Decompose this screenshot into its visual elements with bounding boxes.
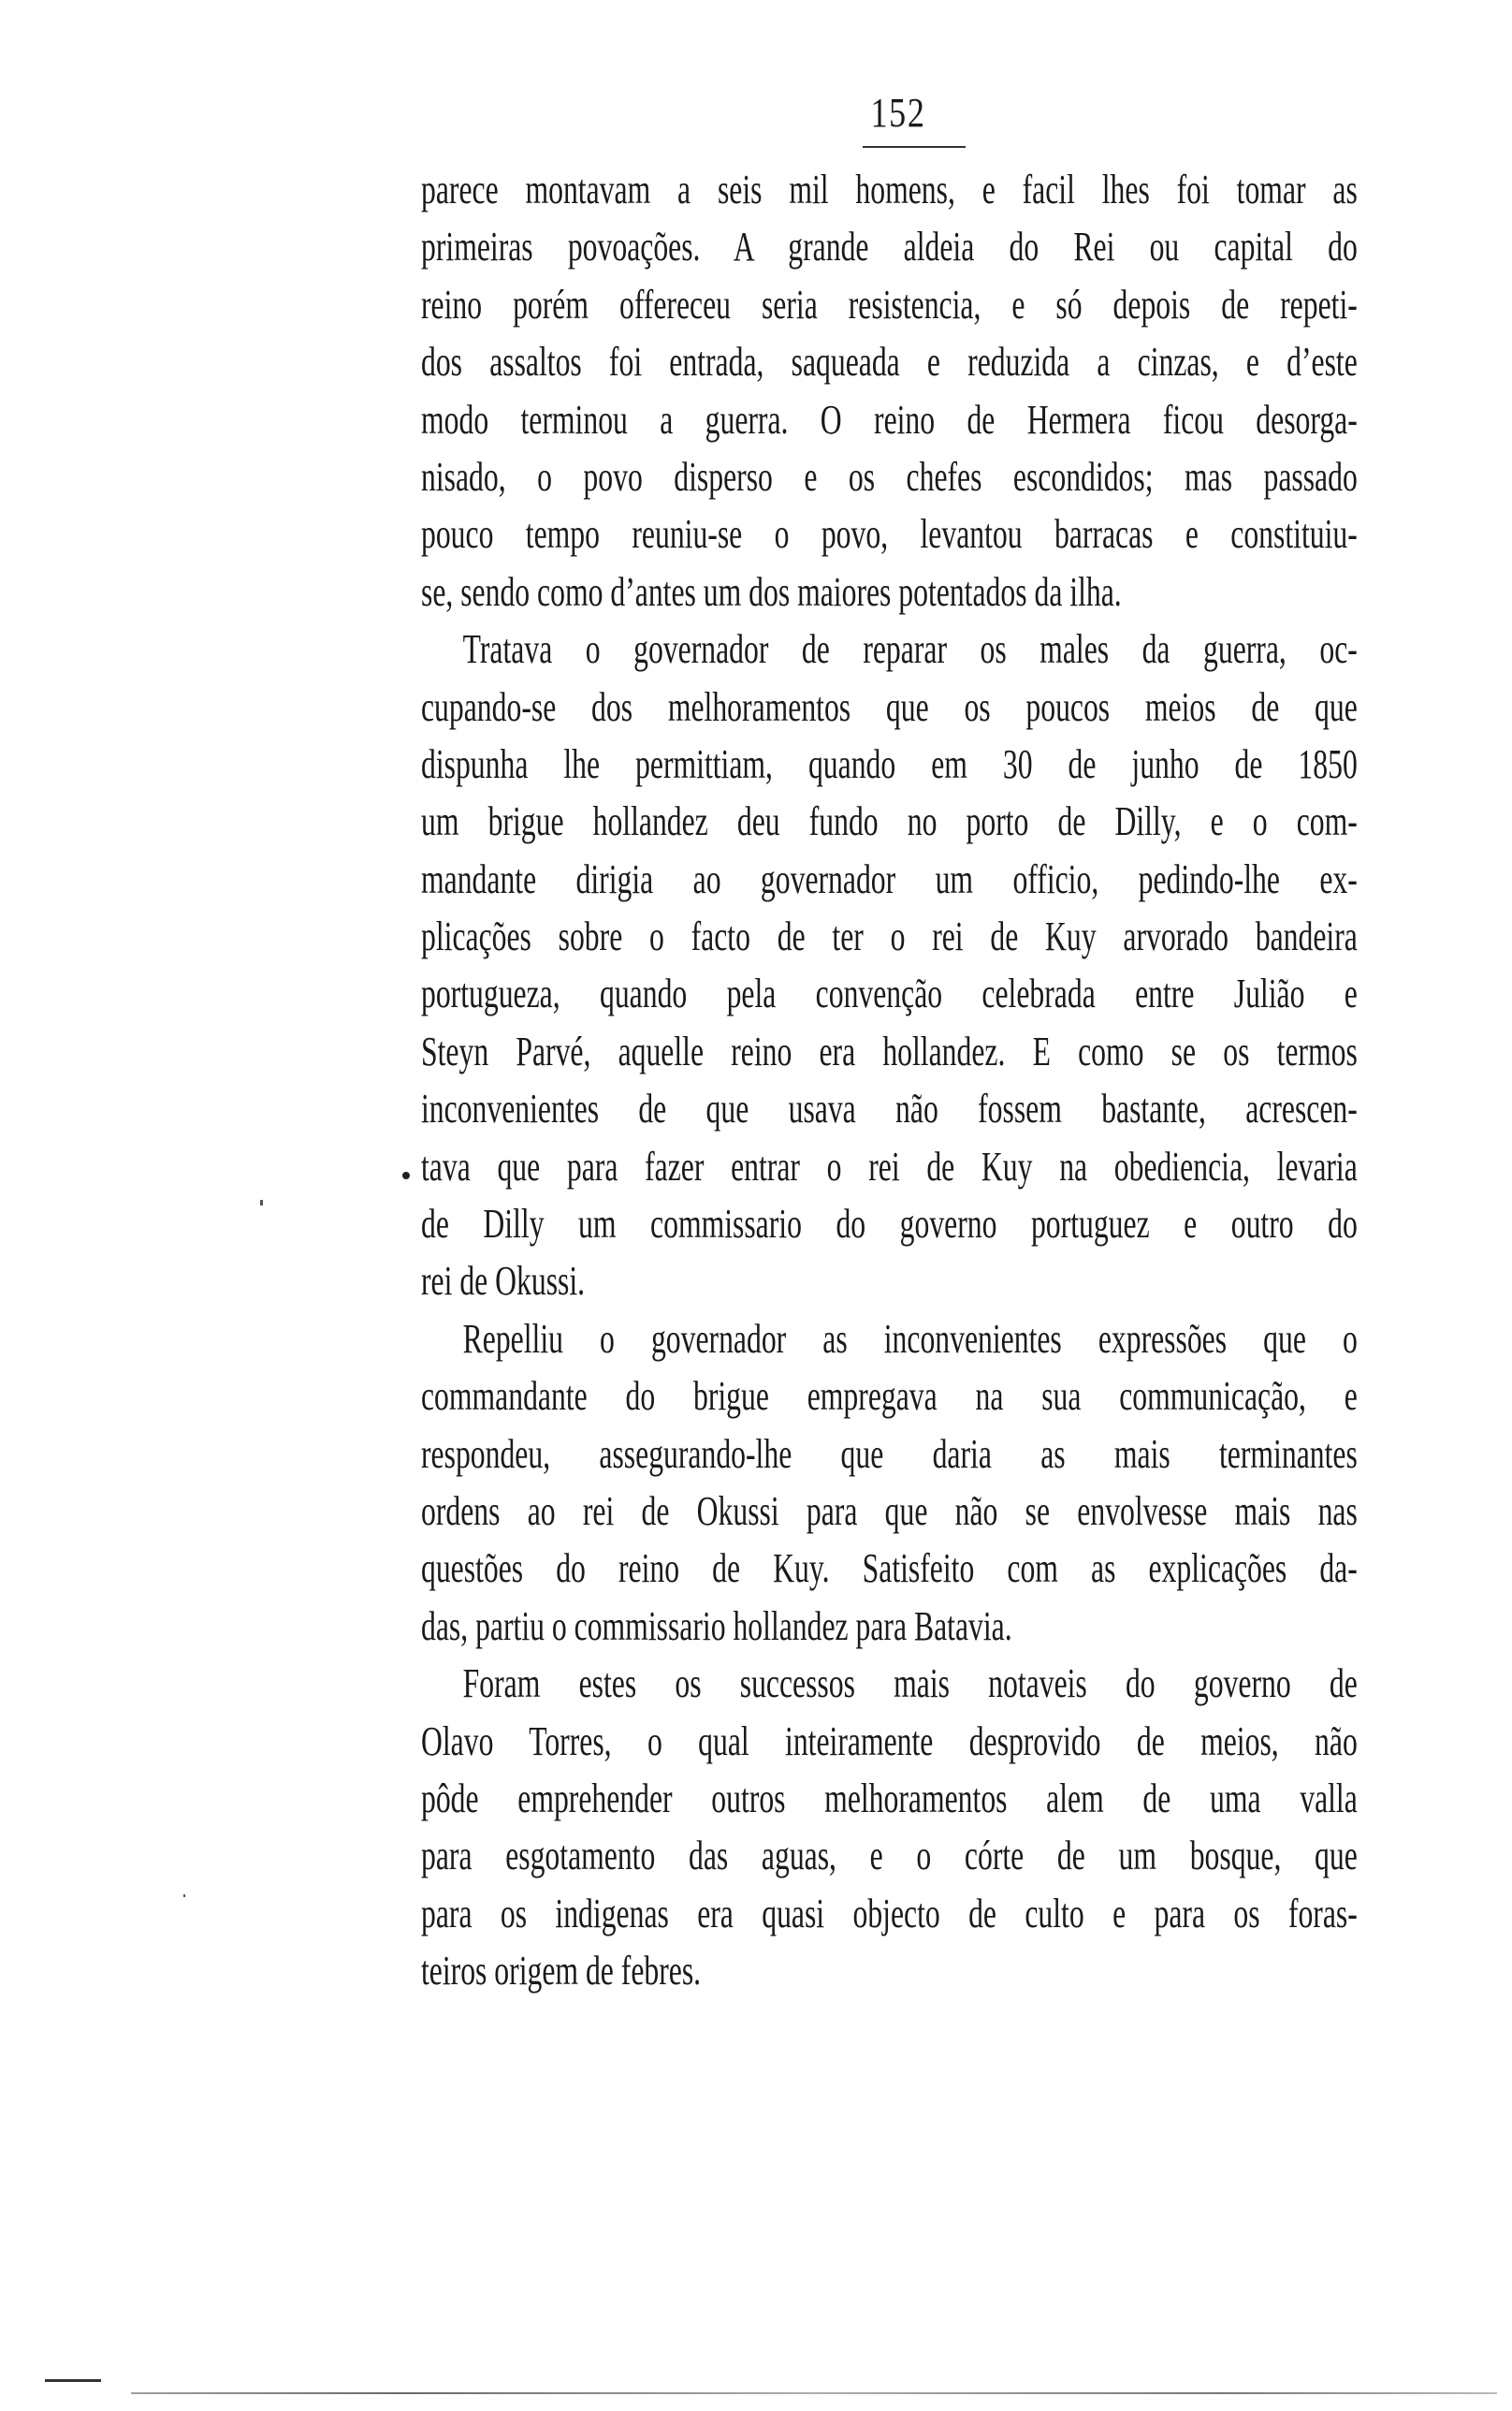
text-line: reino porém offereceu seria resistencia, e só depois de repeti-: [421, 281, 1358, 328]
text-line: ordens ao rei de Okussi para que não se envolvesse mais nas: [421, 1487, 1358, 1534]
scan-speck: [260, 1200, 263, 1206]
text-line: teiros origem de febres.: [421, 1948, 702, 1995]
text-line: plicações sobre o facto de ter o rei de Kuy arvorado bandeira: [421, 913, 1358, 960]
text-line: nisado, o povo disperso e os chefes escondidos; mas passado: [421, 453, 1358, 500]
text-line: se, sendo como d’antes um dos maiores potentados da ilha.: [421, 568, 1122, 615]
text-line: Olavo Torres, o qual inteiramente desprovido de meios, não: [421, 1717, 1358, 1764]
text-line: Repelliu o governador as inconvenientes expressões que o: [462, 1315, 1358, 1362]
text-line: modo terminou a guerra. O reino de Hermera ficou desorga-: [421, 396, 1358, 443]
text-line: pôde emprehender outros melhoramentos alem de uma valla: [421, 1775, 1358, 1821]
text-line: um brigue hollandez deu fundo no porto de Dilly, e o com-: [421, 798, 1358, 845]
scan-speck: [183, 1894, 185, 1897]
text-line: parece montavam a seis mil homens, e facil lhes foi tomar as: [421, 167, 1358, 212]
text-line: inconvenientes de que usava não fossem bastante, acrescen-: [421, 1086, 1358, 1132]
text-line: respondeu, assegurando-lhe que daria as mais terminantes: [421, 1430, 1358, 1477]
text-line: rei de Okussi.: [421, 1258, 586, 1305]
text-line: tava que para fazer entrar o rei de Kuy na obediencia, levaria: [421, 1143, 1358, 1190]
margin-mark: [402, 1172, 410, 1179]
text-line: de Dilly um commissario do governo portuguez e outro do: [421, 1201, 1358, 1248]
text-line: mandante dirigia ao governador um officio, pedindo-lhe ex-: [421, 855, 1358, 902]
text-line: das, partiu o commissario hollandez para Batavia.: [421, 1602, 1012, 1649]
text-line: cupando-se dos melhoramentos que os poucos meios de que: [421, 683, 1358, 730]
text-line: Foram estes os successos mais notaveis do governo de: [462, 1660, 1358, 1707]
text-line: questões do reino de Kuy. Satisfeito com as explicações da-: [421, 1545, 1358, 1592]
text-line: primeiras povoações. A grande aldeia do Rei ou capital do: [421, 224, 1358, 270]
text-line: dispunha lhe permittiam, quando em 30 de junho de 1850: [421, 740, 1358, 787]
body-text: [421, 161, 1403, 2000]
header-rule: [863, 146, 966, 148]
text-line: Steyn Parvé, aquelle reino era hollandez. E como se os termos: [421, 1028, 1358, 1074]
text-line: portugueza, quando pela convenção celebrada entre Julião e: [421, 971, 1358, 1017]
text-line: commandante do brigue empregava na sua communicação, e: [421, 1373, 1358, 1420]
text-line: para esgotamento das aguas, e o córte de um bosque, que: [421, 1833, 1358, 1879]
text-line: pouco tempo reuniu-se o povo, levantou barracas e constituiu-: [421, 511, 1358, 558]
page-edge-line: [131, 2392, 1497, 2394]
text-line: Tratava o governador de reparar os males da guerra, oc-: [462, 626, 1358, 673]
text-line: dos assaltos foi entrada, saqueada e reduzida a cinzas, e d’este: [421, 339, 1358, 386]
page-number: 152: [870, 90, 926, 136]
text-line: para os indigenas era quasi objecto de culto e para os foras-: [421, 1890, 1358, 1936]
scan-artifact: [45, 2379, 101, 2382]
